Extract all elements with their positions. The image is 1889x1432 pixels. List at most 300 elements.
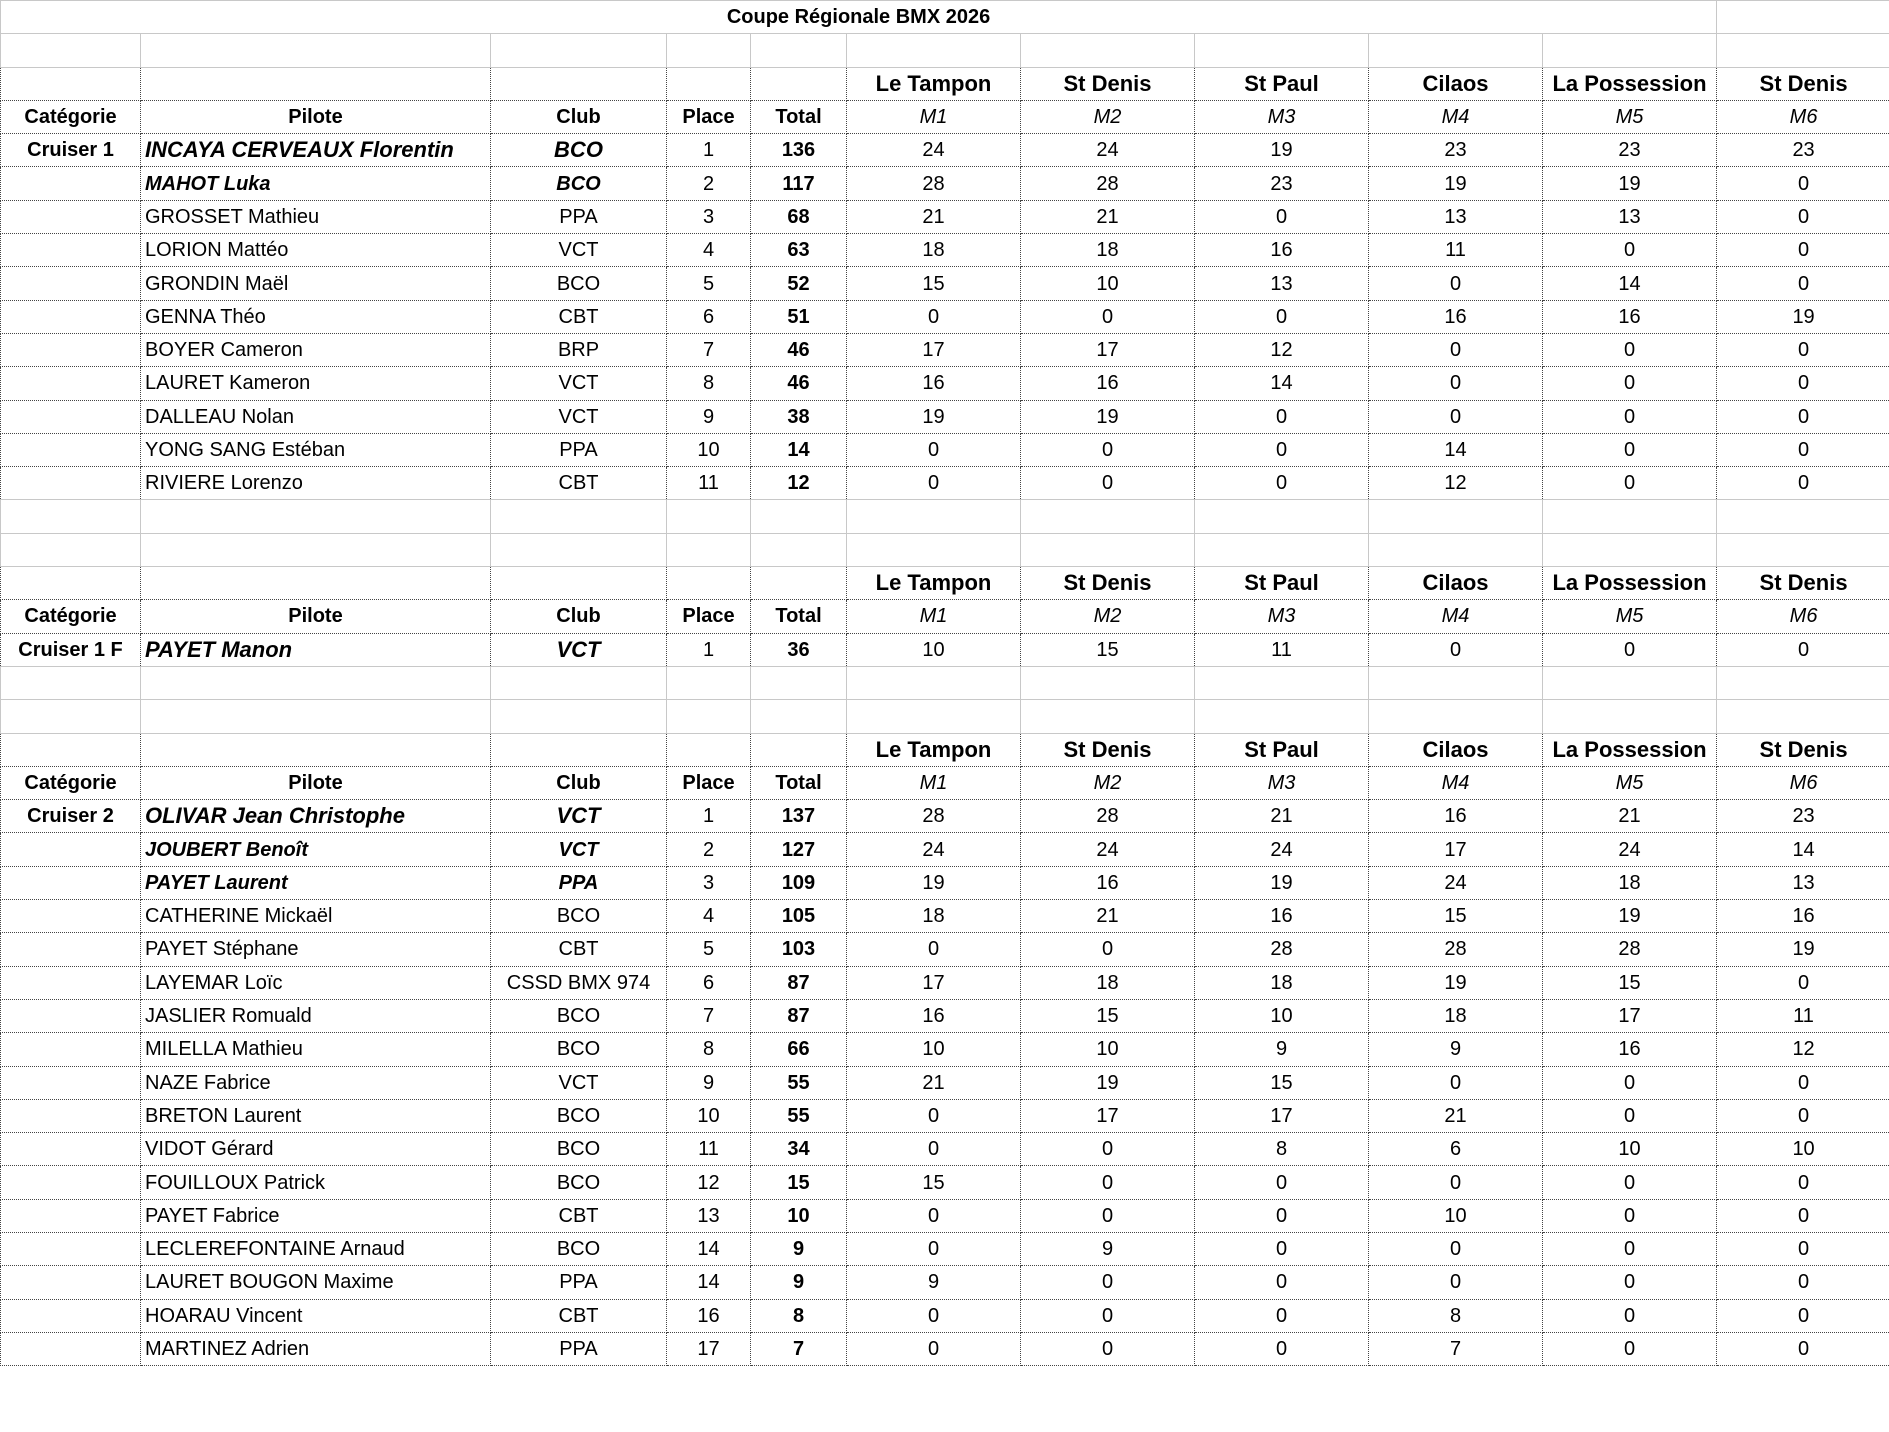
empty-cell[interactable] (847, 500, 1021, 533)
manche-score[interactable]: 0 (1369, 1266, 1543, 1299)
empty-cell[interactable] (1, 900, 141, 933)
venue-header[interactable]: St Denis (1021, 567, 1195, 600)
manche-score[interactable]: 0 (1021, 1332, 1195, 1365)
club-code[interactable]: BCO (491, 267, 667, 300)
manche-score[interactable]: 0 (1717, 1166, 1889, 1199)
manche-score[interactable]: 0 (1195, 300, 1369, 333)
manche-score[interactable]: 19 (1717, 933, 1889, 966)
venue-header[interactable]: St Paul (1195, 567, 1369, 600)
empty-cell[interactable] (1, 1266, 141, 1299)
empty-cell[interactable] (1717, 666, 1889, 699)
club-code[interactable]: PPA (491, 1332, 667, 1365)
club-code[interactable]: BCO (491, 1033, 667, 1066)
pilote-name[interactable]: JASLIER Romuald (141, 999, 491, 1032)
empty-cell[interactable] (667, 666, 751, 699)
place-value[interactable]: 16 (667, 1299, 751, 1332)
empty-cell[interactable] (1, 733, 141, 766)
place-value[interactable]: 12 (667, 1166, 751, 1199)
manche-score[interactable]: 24 (1369, 866, 1543, 899)
manche-score[interactable]: 6 (1369, 1133, 1543, 1166)
manche-score[interactable]: 23 (1717, 800, 1889, 833)
club-code[interactable]: BCO (491, 900, 667, 933)
manche-header[interactable]: M6 (1717, 100, 1889, 133)
manche-score[interactable]: 19 (1021, 1066, 1195, 1099)
venue-header[interactable]: St Denis (1021, 67, 1195, 100)
empty-cell[interactable] (1, 666, 141, 699)
pilote-name[interactable]: LORION Mattéo (141, 234, 491, 267)
total-value[interactable]: 46 (751, 333, 847, 366)
manche-score[interactable]: 8 (1195, 1133, 1369, 1166)
manche-score[interactable]: 0 (847, 1232, 1021, 1265)
club-header[interactable]: Club (491, 766, 667, 799)
manche-score[interactable]: 0 (1717, 1266, 1889, 1299)
manche-score[interactable]: 21 (847, 200, 1021, 233)
manche-score[interactable]: 0 (1195, 1166, 1369, 1199)
manche-score[interactable]: 0 (1717, 1066, 1889, 1099)
empty-cell[interactable] (751, 666, 847, 699)
manche-score[interactable]: 0 (1369, 367, 1543, 400)
empty-cell[interactable] (491, 533, 667, 566)
manche-score[interactable]: 14 (1717, 833, 1889, 866)
empty-cell[interactable] (1, 367, 141, 400)
manche-score[interactable]: 9 (1195, 1033, 1369, 1066)
empty-cell[interactable] (667, 34, 751, 67)
total-value[interactable]: 34 (751, 1133, 847, 1166)
manche-score[interactable]: 0 (1021, 1266, 1195, 1299)
empty-cell[interactable] (1, 234, 141, 267)
manche-score[interactable]: 10 (1021, 267, 1195, 300)
venue-header[interactable]: Cilaos (1369, 67, 1543, 100)
manche-score[interactable]: 0 (1717, 1199, 1889, 1232)
manche-score[interactable]: 12 (1717, 1033, 1889, 1066)
total-value[interactable]: 103 (751, 933, 847, 966)
place-value[interactable]: 17 (667, 1332, 751, 1365)
club-code[interactable]: BCO (491, 134, 667, 167)
manche-score[interactable]: 15 (847, 267, 1021, 300)
manche-score[interactable]: 19 (1021, 400, 1195, 433)
empty-cell[interactable] (667, 67, 751, 100)
manche-header[interactable]: M6 (1717, 766, 1889, 799)
venue-header[interactable]: Cilaos (1369, 733, 1543, 766)
empty-cell[interactable] (141, 34, 491, 67)
manche-score[interactable]: 21 (1543, 800, 1717, 833)
empty-cell[interactable] (1021, 666, 1195, 699)
empty-cell[interactable] (1, 1066, 141, 1099)
club-code[interactable]: BRP (491, 333, 667, 366)
manche-score[interactable]: 19 (847, 866, 1021, 899)
place-header[interactable]: Place (667, 100, 751, 133)
manche-header[interactable]: M4 (1369, 600, 1543, 633)
category-label[interactable]: Cruiser 1 (1, 134, 141, 167)
manche-score[interactable]: 15 (1543, 966, 1717, 999)
empty-cell[interactable] (491, 567, 667, 600)
manche-score[interactable]: 10 (1021, 1033, 1195, 1066)
manche-score[interactable]: 15 (1195, 1066, 1369, 1099)
empty-cell[interactable] (1, 567, 141, 600)
empty-cell[interactable] (751, 67, 847, 100)
club-code[interactable]: VCT (491, 400, 667, 433)
empty-cell[interactable] (1, 1232, 141, 1265)
empty-cell[interactable] (1, 333, 141, 366)
empty-cell[interactable] (1021, 34, 1195, 67)
pilote-name[interactable]: GROSSET Mathieu (141, 200, 491, 233)
pilote-name[interactable]: RIVIERE Lorenzo (141, 467, 491, 500)
empty-cell[interactable] (1, 167, 141, 200)
manche-score[interactable]: 17 (1543, 999, 1717, 1032)
manche-score[interactable]: 19 (1195, 866, 1369, 899)
manche-score[interactable]: 16 (1021, 367, 1195, 400)
manche-score[interactable]: 0 (1543, 1066, 1717, 1099)
total-value[interactable]: 87 (751, 999, 847, 1032)
club-code[interactable]: CBT (491, 300, 667, 333)
club-code[interactable]: BCO (491, 999, 667, 1032)
pilote-name[interactable]: PAYET Manon (141, 633, 491, 666)
manche-score[interactable]: 0 (1021, 300, 1195, 333)
empty-cell[interactable] (1, 200, 141, 233)
manche-score[interactable]: 24 (847, 134, 1021, 167)
manche-score[interactable]: 12 (1369, 467, 1543, 500)
place-value[interactable]: 1 (667, 134, 751, 167)
manche-score[interactable]: 0 (1543, 1166, 1717, 1199)
empty-cell[interactable] (1195, 700, 1369, 733)
manche-score[interactable]: 0 (847, 1199, 1021, 1232)
manche-score[interactable]: 0 (1369, 1166, 1543, 1199)
empty-cell[interactable] (1, 966, 141, 999)
manche-score[interactable]: 10 (1717, 1133, 1889, 1166)
place-value[interactable]: 5 (667, 933, 751, 966)
manche-header[interactable]: M1 (847, 100, 1021, 133)
manche-score[interactable]: 0 (1543, 1332, 1717, 1365)
empty-cell[interactable] (141, 666, 491, 699)
pilote-name[interactable]: INCAYA CERVEAUX Florentin (141, 134, 491, 167)
total-value[interactable]: 10 (751, 1199, 847, 1232)
manche-score[interactable]: 0 (1543, 467, 1717, 500)
manche-score[interactable]: 0 (1543, 367, 1717, 400)
manche-header[interactable]: M2 (1021, 600, 1195, 633)
pilote-name[interactable]: OLIVAR Jean Christophe (141, 800, 491, 833)
pilote-name[interactable]: DALLEAU Nolan (141, 400, 491, 433)
empty-cell[interactable] (1021, 700, 1195, 733)
club-code[interactable]: PPA (491, 866, 667, 899)
manche-score[interactable]: 0 (1021, 1299, 1195, 1332)
empty-cell[interactable] (1, 34, 141, 67)
total-value[interactable]: 8 (751, 1299, 847, 1332)
venue-header[interactable]: Le Tampon (847, 67, 1021, 100)
manche-score[interactable]: 16 (1543, 300, 1717, 333)
empty-cell[interactable] (1717, 700, 1889, 733)
place-value[interactable]: 8 (667, 367, 751, 400)
club-code[interactable]: VCT (491, 633, 667, 666)
total-value[interactable]: 55 (751, 1099, 847, 1132)
manche-header[interactable]: M3 (1195, 600, 1369, 633)
manche-score[interactable]: 17 (1195, 1099, 1369, 1132)
empty-cell[interactable] (1543, 500, 1717, 533)
total-value[interactable]: 51 (751, 300, 847, 333)
manche-score[interactable]: 19 (1543, 900, 1717, 933)
empty-cell[interactable] (141, 67, 491, 100)
empty-cell[interactable] (667, 500, 751, 533)
pilote-name[interactable]: MILELLA Mathieu (141, 1033, 491, 1066)
manche-header[interactable]: M3 (1195, 766, 1369, 799)
place-value[interactable]: 2 (667, 167, 751, 200)
manche-score[interactable]: 28 (847, 167, 1021, 200)
manche-score[interactable]: 0 (1195, 1232, 1369, 1265)
empty-cell[interactable] (1, 1332, 141, 1365)
manche-score[interactable]: 0 (1717, 400, 1889, 433)
manche-score[interactable]: 16 (847, 367, 1021, 400)
empty-cell[interactable] (1, 999, 141, 1032)
total-value[interactable]: 12 (751, 467, 847, 500)
empty-cell[interactable] (1, 533, 141, 566)
manche-score[interactable]: 18 (1021, 966, 1195, 999)
manche-score[interactable]: 21 (1021, 900, 1195, 933)
total-value[interactable]: 14 (751, 433, 847, 466)
club-code[interactable]: CSSD BMX 974 (491, 966, 667, 999)
manche-score[interactable]: 0 (1717, 1099, 1889, 1132)
pilote-name[interactable]: LAURET BOUGON Maxime (141, 1266, 491, 1299)
manche-score[interactable]: 24 (1021, 134, 1195, 167)
club-code[interactable]: PPA (491, 200, 667, 233)
pilote-name[interactable]: LAURET Kameron (141, 367, 491, 400)
total-value[interactable]: 15 (751, 1166, 847, 1199)
manche-score[interactable]: 18 (847, 234, 1021, 267)
empty-cell[interactable] (1369, 500, 1543, 533)
pilote-name[interactable]: VIDOT Gérard (141, 1133, 491, 1166)
empty-cell[interactable] (1543, 34, 1717, 67)
total-value[interactable]: 137 (751, 800, 847, 833)
club-code[interactable]: VCT (491, 833, 667, 866)
manche-score[interactable]: 15 (1021, 633, 1195, 666)
manche-score[interactable]: 0 (1717, 234, 1889, 267)
manche-score[interactable]: 21 (1369, 1099, 1543, 1132)
pilote-name[interactable]: GENNA Théo (141, 300, 491, 333)
total-value[interactable]: 9 (751, 1266, 847, 1299)
manche-score[interactable]: 10 (1543, 1133, 1717, 1166)
manche-score[interactable]: 0 (847, 1332, 1021, 1365)
manche-score[interactable]: 0 (1369, 333, 1543, 366)
venue-header[interactable]: St Paul (1195, 67, 1369, 100)
manche-score[interactable]: 14 (1195, 367, 1369, 400)
manche-score[interactable]: 8 (1369, 1299, 1543, 1332)
place-value[interactable]: 9 (667, 1066, 751, 1099)
manche-header[interactable]: M4 (1369, 766, 1543, 799)
manche-score[interactable]: 18 (1021, 234, 1195, 267)
manche-score[interactable]: 16 (1543, 1033, 1717, 1066)
manche-score[interactable]: 10 (847, 633, 1021, 666)
manche-score[interactable]: 28 (1195, 933, 1369, 966)
manche-score[interactable]: 24 (847, 833, 1021, 866)
empty-cell[interactable] (751, 700, 847, 733)
pilote-name[interactable]: HOARAU Vincent (141, 1299, 491, 1332)
manche-score[interactable]: 0 (1195, 1299, 1369, 1332)
manche-score[interactable]: 19 (1717, 300, 1889, 333)
club-code[interactable]: CBT (491, 1199, 667, 1232)
manche-header[interactable]: M5 (1543, 600, 1717, 633)
place-value[interactable]: 1 (667, 633, 751, 666)
empty-cell[interactable] (491, 500, 667, 533)
empty-cell[interactable] (847, 700, 1021, 733)
manche-score[interactable]: 23 (1195, 167, 1369, 200)
manche-header[interactable]: M5 (1543, 100, 1717, 133)
place-value[interactable]: 2 (667, 833, 751, 866)
manche-score[interactable]: 0 (1021, 433, 1195, 466)
manche-score[interactable]: 0 (1543, 333, 1717, 366)
empty-cell[interactable] (1, 1299, 141, 1332)
manche-score[interactable]: 0 (1195, 433, 1369, 466)
place-value[interactable]: 3 (667, 200, 751, 233)
empty-cell[interactable] (1195, 34, 1369, 67)
manche-header[interactable]: M5 (1543, 766, 1717, 799)
total-value[interactable]: 52 (751, 267, 847, 300)
manche-header[interactable]: M2 (1021, 766, 1195, 799)
pilote-name[interactable]: YONG SANG Estéban (141, 433, 491, 466)
manche-score[interactable]: 0 (847, 1099, 1021, 1132)
manche-score[interactable]: 0 (1543, 1099, 1717, 1132)
venue-header[interactable]: Le Tampon (847, 567, 1021, 600)
manche-score[interactable]: 17 (847, 333, 1021, 366)
manche-score[interactable]: 21 (1021, 200, 1195, 233)
pilote-name[interactable]: MAHOT Luka (141, 167, 491, 200)
venue-header[interactable]: La Possession (1543, 567, 1717, 600)
manche-score[interactable]: 13 (1369, 200, 1543, 233)
total-value[interactable]: 127 (751, 833, 847, 866)
pilote-name[interactable]: LECLEREFONTAINE Arnaud (141, 1232, 491, 1265)
manche-score[interactable]: 0 (847, 1299, 1021, 1332)
manche-score[interactable]: 16 (1195, 234, 1369, 267)
empty-cell[interactable] (1, 67, 141, 100)
manche-score[interactable]: 0 (1717, 167, 1889, 200)
empty-cell[interactable] (751, 733, 847, 766)
manche-score[interactable]: 28 (1543, 933, 1717, 966)
category-label[interactable]: Cruiser 1 F (1, 633, 141, 666)
manche-score[interactable]: 16 (1195, 900, 1369, 933)
empty-cell[interactable] (1195, 666, 1369, 699)
manche-score[interactable]: 0 (1195, 200, 1369, 233)
empty-cell[interactable] (491, 666, 667, 699)
pilote-name[interactable]: JOUBERT Benoît (141, 833, 491, 866)
manche-score[interactable]: 18 (1369, 999, 1543, 1032)
club-code[interactable]: BCO (491, 167, 667, 200)
manche-score[interactable]: 0 (847, 467, 1021, 500)
empty-cell[interactable] (141, 733, 491, 766)
club-code[interactable]: BCO (491, 1099, 667, 1132)
manche-score[interactable]: 9 (847, 1266, 1021, 1299)
pilote-name[interactable]: MARTINEZ Adrien (141, 1332, 491, 1365)
place-value[interactable]: 6 (667, 300, 751, 333)
manche-score[interactable]: 10 (847, 1033, 1021, 1066)
manche-score[interactable]: 15 (1021, 999, 1195, 1032)
empty-cell[interactable] (1195, 500, 1369, 533)
manche-score[interactable]: 0 (847, 300, 1021, 333)
manche-score[interactable]: 0 (1717, 333, 1889, 366)
categorie-header[interactable]: Catégorie (1, 766, 141, 799)
place-value[interactable]: 14 (667, 1266, 751, 1299)
club-code[interactable]: VCT (491, 367, 667, 400)
place-header[interactable]: Place (667, 766, 751, 799)
manche-score[interactable]: 13 (1717, 866, 1889, 899)
manche-header[interactable]: M4 (1369, 100, 1543, 133)
manche-score[interactable]: 11 (1717, 999, 1889, 1032)
pilote-header[interactable]: Pilote (141, 100, 491, 133)
manche-score[interactable]: 19 (1195, 134, 1369, 167)
club-code[interactable]: PPA (491, 1266, 667, 1299)
manche-score[interactable]: 0 (1543, 433, 1717, 466)
manche-score[interactable]: 28 (1021, 167, 1195, 200)
empty-cell[interactable] (667, 567, 751, 600)
total-value[interactable]: 63 (751, 234, 847, 267)
manche-score[interactable]: 0 (1021, 1166, 1195, 1199)
manche-score[interactable]: 23 (1717, 134, 1889, 167)
empty-cell[interactable] (1, 1133, 141, 1166)
total-header[interactable]: Total (751, 100, 847, 133)
empty-cell[interactable] (1369, 34, 1543, 67)
manche-score[interactable]: 12 (1195, 333, 1369, 366)
manche-score[interactable]: 16 (847, 999, 1021, 1032)
manche-score[interactable]: 16 (1369, 300, 1543, 333)
venue-header[interactable]: Le Tampon (847, 733, 1021, 766)
manche-header[interactable]: M1 (847, 766, 1021, 799)
manche-score[interactable]: 0 (1195, 1266, 1369, 1299)
manche-score[interactable]: 14 (1369, 433, 1543, 466)
empty-cell[interactable] (1, 467, 141, 500)
pilote-name[interactable]: BRETON Laurent (141, 1099, 491, 1132)
club-code[interactable]: BCO (491, 1166, 667, 1199)
manche-score[interactable]: 0 (1195, 400, 1369, 433)
place-value[interactable]: 7 (667, 999, 751, 1032)
venue-header[interactable]: St Denis (1717, 67, 1889, 100)
empty-cell[interactable] (1021, 500, 1195, 533)
empty-cell[interactable] (1369, 700, 1543, 733)
manche-score[interactable]: 19 (1369, 966, 1543, 999)
pilote-name[interactable]: GRONDIN Maël (141, 267, 491, 300)
manche-score[interactable]: 0 (1543, 1199, 1717, 1232)
club-code[interactable]: VCT (491, 800, 667, 833)
empty-cell[interactable] (1, 500, 141, 533)
category-label[interactable]: Cruiser 2 (1, 800, 141, 833)
place-value[interactable]: 10 (667, 433, 751, 466)
manche-header[interactable]: M3 (1195, 100, 1369, 133)
manche-score[interactable]: 14 (1543, 267, 1717, 300)
manche-score[interactable]: 28 (847, 800, 1021, 833)
total-value[interactable]: 36 (751, 633, 847, 666)
empty-cell[interactable] (491, 34, 667, 67)
place-value[interactable]: 1 (667, 800, 751, 833)
manche-score[interactable]: 0 (847, 433, 1021, 466)
manche-score[interactable]: 19 (847, 400, 1021, 433)
total-value[interactable]: 136 (751, 134, 847, 167)
empty-cell[interactable] (491, 67, 667, 100)
total-header[interactable]: Total (751, 600, 847, 633)
manche-score[interactable]: 10 (1369, 1199, 1543, 1232)
empty-cell[interactable] (1369, 666, 1543, 699)
place-value[interactable]: 7 (667, 333, 751, 366)
empty-cell[interactable] (141, 567, 491, 600)
manche-score[interactable]: 16 (1021, 866, 1195, 899)
pilote-name[interactable]: PAYET Laurent (141, 866, 491, 899)
total-value[interactable]: 105 (751, 900, 847, 933)
manche-score[interactable]: 21 (847, 1066, 1021, 1099)
manche-score[interactable]: 0 (1717, 367, 1889, 400)
club-code[interactable]: VCT (491, 1066, 667, 1099)
pilote-name[interactable]: LAYEMAR Loïc (141, 966, 491, 999)
manche-score[interactable]: 0 (1717, 1232, 1889, 1265)
manche-score[interactable]: 13 (1195, 267, 1369, 300)
manche-score[interactable]: 16 (1369, 800, 1543, 833)
venue-header[interactable]: St Denis (1717, 733, 1889, 766)
manche-score[interactable]: 17 (1021, 333, 1195, 366)
total-value[interactable]: 38 (751, 400, 847, 433)
manche-score[interactable]: 16 (1717, 900, 1889, 933)
